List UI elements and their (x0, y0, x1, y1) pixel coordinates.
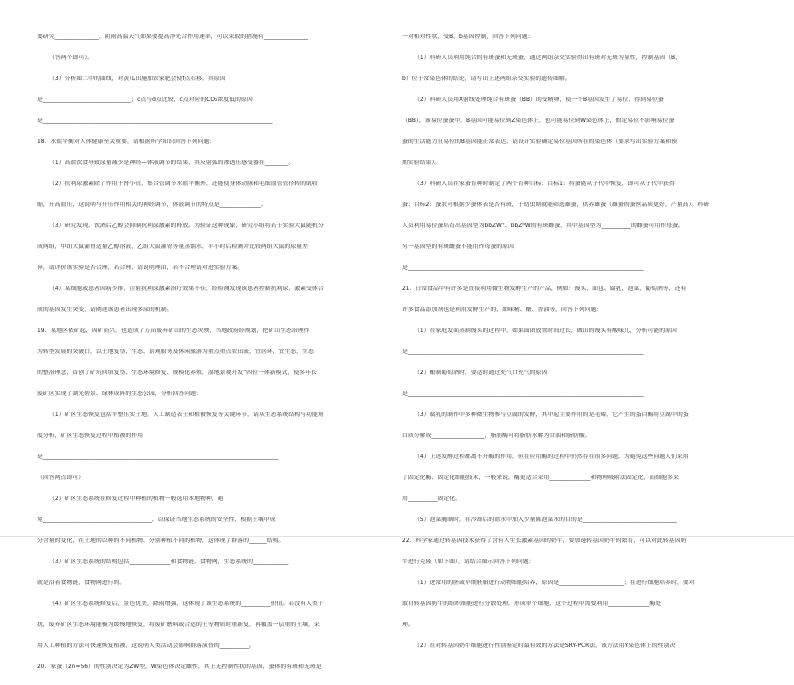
text-line: 成两组，甲组大鼠灌胃适量乙醇溶液，乙组大鼠灌胃等量蒸馏水，半小时后检测并比较两组大鼠的尿量差 (37, 244, 308, 250)
text-line: 许多食品添加剂也是利用发酵生产的，如味精、醋、香油等，回答下列问题： (402, 307, 603, 313)
text-line: 19．某地区依矿起，因矿而兴，也造成了万亩废弃矿山的生态灾殃，当地政府经规划，把矿山生态治理作 (37, 328, 310, 334)
text-line: 是______________________________________________________________________________ (37, 118, 273, 124)
text-line: 白质分解成__________________，脂肪酶可将脂肪水解为甘油和脂肪酸。 (402, 433, 591, 439)
text-line: （2）矿区生态系统在修复过程中种植的植物一般选用本地物种，避 (49, 496, 224, 502)
text-line: 异，请评价该实验是否合理，若合理，请说明理由，若不合理请对进实验方案。 (37, 265, 244, 271)
text-line: 20．家蚕（2n=56）的性别决定为ZW型，W染色体决定雌性，其上无控制性状的基因，蚕体的有斑和无斑是 (37, 664, 322, 670)
text-line: （4）矿区生态系统修复后，景色优美，降雨增强，这体现了该生态系统的__________价值。若没有人类干 (49, 601, 324, 607)
left-column (37, 34, 389, 685)
text-line: 蚕；目标2：蚕农可根据少蚕体表是否有斑，于幼虫期就能筛选雄蚕，供养雄蚕（雄蚕的蚕丝品质更好，产量高）。科研 (402, 202, 710, 208)
text-line: 成的基因发生突变，请阐述该患者出现多尿的机制。 (37, 307, 173, 313)
text-line: （2）酿制葡萄酒时，要适时通过充气口充气的原因 (414, 370, 548, 376)
text-line: 要研究_______________，阴雨高温天气如果要提高净光合作用速率，可以采取的措施有_______________ (37, 34, 308, 40)
text-line: 是________________________________________________________________________________ (37, 454, 279, 460)
text-line: （1）在家庭发面蒸制馒头的过程中，如果面团放置时间过长，做出的馒头有酸味儿，分析可能的原因 (414, 328, 677, 334)
text-line: 人员利用易位蚕培育出基因型为bbZW⁺、bbZᴮW的有斑雌蚕，其中基因型为__________的雌蚕可用作母蚕。 (402, 223, 684, 229)
text-line: （BB），该易位蚕蚕中，B基因可能易位到Z染色体上，也可能易位到W染色体上，假定易位不影响易位蚕 (402, 118, 675, 124)
text-line: 牛进行克隆（如下图），请结合图示回答下列问题： (402, 559, 535, 565)
text-line: 18．水盐平衡对人体健康至关重要，请根据所学知识回答下列问题： (37, 139, 216, 145)
text-line: （4）某细胞或患者因病少排，注射抗利尿激素治疗效果不佳，经检测发现该患者控制抗利尿，激素受体合 (49, 286, 324, 292)
text-line: （回答两点即可） (37, 475, 85, 481)
text-line: 用__________固定化。 (402, 496, 461, 502)
text-line: 21．日常食品中有许多是直接利用微生物发酵生产的产品，例如：馒头、面包、腐乳、泡菜、葡萄酒等，还有 (402, 286, 687, 292)
text-line: 扰，废弃矿区生态环境能极为缓慢地恢复，将废矿磨料或合适的土等物质时重新复，再覆盖一层重的土壤，采 (37, 622, 320, 628)
text-line: 是________________________________________________________________________________ (402, 391, 644, 397)
text-line: （3）研究发现，饮酒后乙醇会抑制抗利尿激素的释放。为验证这种现象，研究小组将若干实验大鼠随机分 (49, 223, 324, 229)
text-line: 取自转基因奶牛的组织细胞进行分散处理，形成单个细胞，这个过程中需要利用______________酶处 (402, 601, 662, 607)
text-line: 是________________________________________________________________________________ (402, 349, 644, 355)
text-line: （5）泡菜腌制时，在冷却后的盐水中加入少量陈泡菜水的目的是________________________________ (414, 517, 677, 523)
text-line: 缩，升高血压，这说明与升压作用相关的神经调节，体液调节的特点是______________。 (37, 202, 267, 208)
text-line: （1）科研人员利用纯合的有斑蚕和无斑蚕，通过两组杂交实验得出有斑对无斑为显性，控制基因（B、 (414, 55, 681, 61)
text-line: 蚕的生活能力且易位的B基因能正常表达，请设计实验确定易位基因所在的染色体（要求写出实验方案和预 (402, 139, 678, 145)
text-line: （答两个即可）。 (49, 55, 94, 61)
text-line: 度分析，矿区生态恢复过程中植被的作用 (37, 433, 144, 439)
text-line: b）位于常染色体的结论，请写出上述两组杂交实验的遗传图解。 (402, 76, 571, 82)
text-line: （3）矿区生态系统的结构包括______________和食物链，食物网，生态系统的____________ (49, 559, 289, 565)
text-line: 是________________________________________________________________________________ (402, 265, 644, 271)
text-line: 理。 (402, 622, 414, 628)
text-line: 了固定化酶、固定化细胞技术，一般来说，酶更适合采用______________和物理吸附法固定化，而细胞多采 (402, 475, 679, 481)
text-line: 分含量的变化，在土地的以种的不同植物，分别种植不同的植物，这体现了群落的______结构。 (37, 538, 285, 544)
text-line: 的整治理念，首创了矿坑回填复垦、生态环境修复、规模化养殖，湿地景观开发”四位一体新模式，使多年长 (37, 370, 317, 376)
text-line: （1）矿区生态恢复包括平整压实土地，人工制造表土和植被恢复等关键环节，请从生态系统结构与功能角 (49, 412, 324, 418)
text-line: 就是沿着食物链，食物网进行的。 (37, 580, 126, 586)
text-line: （3）腐乳的制作中多种微生物参与豆腐的发酵，其中起主要作用的是毛霉，它产生的蛋白酶将豆腐中的蛋 (414, 412, 689, 418)
text-line: 废矿区实现了湖光碧景、绿林成阵的生态公园，分析回答问题： (37, 391, 202, 397)
text-line: （2）在对转基因奶牛细胞进行性别鉴定时最有效的方法是SRY-PCR法，该方法用Y染色体上的性别决 (414, 643, 676, 649)
text-line: 为转型发展的突破口，以土地复垦、生态、景观服务及休闲旅游为重点重点农田流、宜居环，宜生态，生态 (37, 349, 314, 355)
right-column (402, 34, 754, 664)
text-line: （2）抗利尿激素除了作用于肾小管，集合管调节水盐平衡外，还能使身体动脉和毛细血管管径转的肌收 (49, 181, 318, 187)
text-line: （2）科研人员用X射线处理纯合有斑蚕（BB）的受精卵，使一个B基因发生了易位，得到易位蚕 (414, 97, 664, 103)
text-line: 期实验结果）。 (402, 160, 441, 166)
text-line: 22．科学家通过转基因技术获得了含有人生长激素基因的奶牛，要加速转基因奶牛的繁育，可以对此转基因奶 (402, 538, 687, 544)
text-line: 免_____________________________________，以保证当地生态系统的安全性，根据土壤中成 (37, 517, 276, 523)
text-line: 另一基因型的有斑雌蚕不能用作母蚕的原因 (402, 244, 514, 250)
text-line: （1）进常用的胚或早期胚胎进行动物细胞培养，原因是______________________；在进行细胞培养时，要对 (414, 580, 695, 586)
text-line: （4）上述发酵过程都离不开酶的作用，但在应用酶的过程中仍然存在很多问题，为避免这些问题人们采用 (414, 454, 689, 460)
text-line: 是______________________________；c点与d点比较，c点对应的CO₂浓度低的原因 (37, 97, 253, 103)
text-line: （1）高盐饮食导致尿量减少是神经—体液调节的结果，其反射弧的渗透压感受器在________。 (49, 160, 295, 166)
text-line: 一对相对性状，受B、b基因控制，回答下列问题： (402, 34, 534, 40)
page-footer-rule (0, 536, 794, 545)
text-line: （3）科研人员在家蚕育种时制定了两个育种目标：目标1：持蚕能从子代中恢复，即可从子代中获得 (414, 181, 675, 187)
text-line: 用人工种植的方法可快速恢复植被，这说明人类活动会影响群落演替的__________。 (37, 643, 255, 649)
text-line: （3）分析图二中的曲线，对黄瓜田施加农家肥会使f点右移，其原因 (49, 76, 226, 82)
